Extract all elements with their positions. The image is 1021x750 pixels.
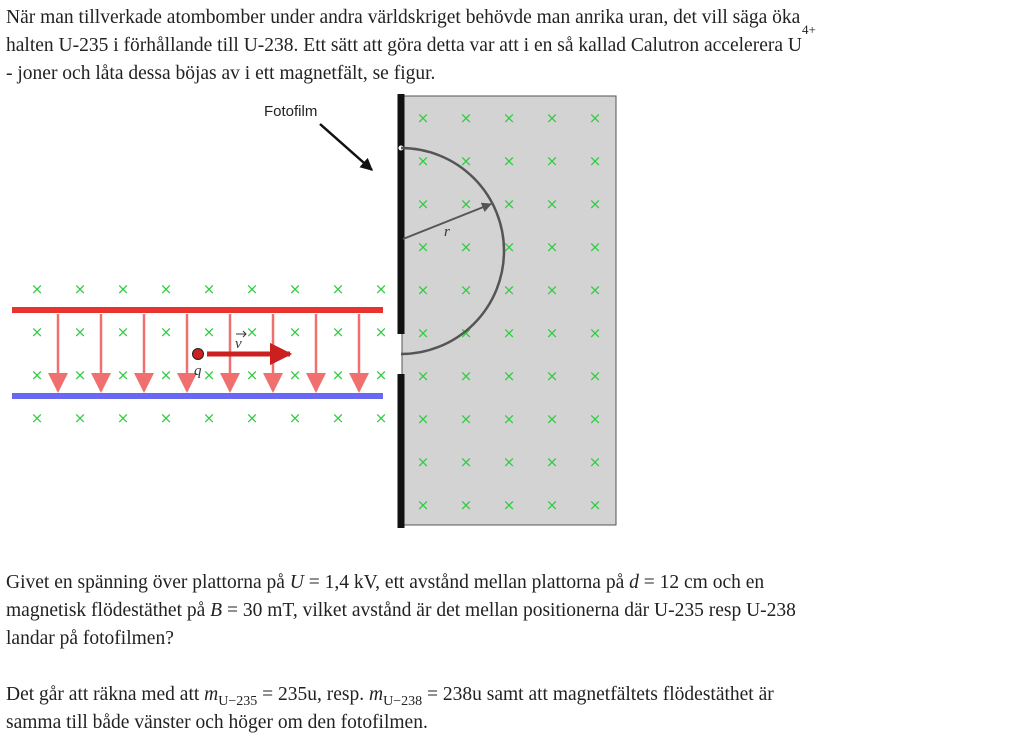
field-cross-icon: × — [374, 280, 388, 298]
field-cross-icon: × — [416, 152, 430, 170]
field-cross-icon: × — [545, 195, 559, 213]
field-cross-icon: × — [502, 195, 516, 213]
field-cross-icon: × — [545, 410, 559, 428]
distance-symbol: d — [629, 572, 639, 593]
field-cross-icon: × — [416, 496, 430, 514]
field-cross-icon: × — [502, 410, 516, 428]
field-cross-icon: × — [374, 366, 388, 384]
field-cross-icon: × — [116, 280, 130, 298]
field-cross-icon: × — [73, 280, 87, 298]
field-cross-icon: × — [545, 238, 559, 256]
intro-line-2: halten U-235 i förhållande till U-238. Ett sätt att göra detta var att i en så kallad Calutron accelerera U — [6, 35, 802, 56]
field-cross-icon: × — [545, 324, 559, 342]
field-cross-icon: × — [588, 367, 602, 385]
ion-charge-superscript: 4+ — [801, 22, 816, 37]
field-cross-icon: × — [588, 109, 602, 127]
mass-symbol-238: m — [369, 684, 384, 705]
field-cross-icon: × — [459, 410, 473, 428]
note-text-2: = 235u, resp. — [257, 684, 370, 705]
field-cross-icon: × — [30, 323, 44, 341]
field-cross-icon: × — [545, 281, 559, 299]
field-cross-icon: × — [159, 409, 173, 427]
question-text-6: landar på fotofilmen? — [6, 628, 174, 649]
intro-line-1: När man tillverkade atombomber under andra världskriget behövde man anrika uran, det vill säga öka — [6, 7, 801, 28]
field-cross-icon: × — [502, 152, 516, 170]
field-cross-icon: × — [331, 280, 345, 298]
field-cross-icon: × — [202, 409, 216, 427]
field-cross-icon: × — [116, 366, 130, 384]
radius-label: r — [444, 224, 450, 240]
charge-label: q — [194, 363, 202, 379]
field-cross-icon: × — [202, 323, 216, 341]
voltage-symbol: U — [289, 572, 304, 593]
field-cross-icon: × — [545, 453, 559, 471]
field-cross-icon: × — [116, 323, 130, 341]
field-cross-icon: × — [416, 453, 430, 471]
field-cross-icon: × — [331, 366, 345, 384]
field-cross-icon: × — [159, 323, 173, 341]
field-cross-icon: × — [245, 409, 259, 427]
field-cross-icon: × — [502, 109, 516, 127]
field-cross-icon: × — [588, 281, 602, 299]
calutron-figure — [0, 86, 640, 536]
question-text-5: = 30 mT, vilket avstånd är det mellan positionerna där U-235 resp U-238 — [222, 600, 796, 621]
field-cross-icon: × — [245, 280, 259, 298]
question-text-4: magnetisk flödestäthet på — [6, 600, 211, 621]
field-cross-icon: × — [588, 152, 602, 170]
field-cross-icon: × — [288, 366, 302, 384]
field-cross-icon: × — [588, 238, 602, 256]
field-cross-icon: × — [459, 152, 473, 170]
note-text-3: = 238u samt att magnetfältets flödestäthet är — [422, 684, 774, 705]
field-cross-icon: × — [30, 280, 44, 298]
field-cross-icon: × — [502, 238, 516, 256]
field-cross-icon: × — [245, 366, 259, 384]
field-cross-icon: × — [459, 367, 473, 385]
field-cross-icon: × — [502, 281, 516, 299]
note-text-1: Det går att räkna med att — [6, 684, 205, 705]
note-text-4: samma till både vänster och höger om den fotofilmen. — [6, 712, 428, 733]
field-cross-icon: × — [73, 409, 87, 427]
field-cross-icon: × — [416, 195, 430, 213]
field-cross-icon: × — [545, 367, 559, 385]
field-cross-icon: × — [331, 409, 345, 427]
field-cross-icon: × — [545, 496, 559, 514]
field-cross-icon: × — [374, 409, 388, 427]
field-cross-icon: × — [30, 409, 44, 427]
field-cross-icon: × — [416, 109, 430, 127]
field-cross-icon: × — [588, 410, 602, 428]
field-cross-icon: × — [459, 496, 473, 514]
field-cross-icon: × — [459, 109, 473, 127]
field-cross-icon: × — [288, 323, 302, 341]
field-cross-icon: × — [116, 409, 130, 427]
field-cross-icon: × — [459, 324, 473, 342]
field-cross-icon: × — [416, 410, 430, 428]
field-cross-icon: × — [288, 280, 302, 298]
field-cross-icon: × — [30, 366, 44, 384]
field-cross-icon: × — [416, 324, 430, 342]
field-symbol: B — [210, 600, 223, 621]
field-cross-icon: × — [588, 453, 602, 471]
field-cross-icon: × — [245, 323, 259, 341]
field-cross-icon: × — [502, 367, 516, 385]
field-cross-icon: × — [331, 323, 345, 341]
field-cross-icon: × — [459, 281, 473, 299]
field-cross-icon: × — [459, 238, 473, 256]
photo-film-pointer-arrow — [320, 124, 372, 170]
field-cross-icon: × — [202, 280, 216, 298]
field-cross-icon: × — [502, 324, 516, 342]
field-cross-icon: × — [73, 323, 87, 341]
field-cross-icon: × — [416, 367, 430, 385]
note-paragraph — [6, 681, 1014, 737]
field-cross-icon: × — [416, 238, 430, 256]
intro-line-3: - joner och låta dessa böjas av i ett magnetfält, se figur. — [6, 63, 436, 84]
intro-paragraph — [6, 4, 1014, 88]
field-cross-icon: × — [374, 323, 388, 341]
field-cross-icon: × — [459, 453, 473, 471]
field-cross-icon: × — [545, 109, 559, 127]
field-cross-icon: × — [502, 453, 516, 471]
question-text-2: = 1,4 kV, ett avstånd mellan plattorna på — [303, 572, 630, 593]
mass-subscript-238: U−238 — [383, 693, 423, 709]
question-paragraph — [6, 569, 1014, 653]
field-cross-icon: × — [288, 409, 302, 427]
photo-film-label: Fotofilm — [264, 103, 318, 120]
mass-subscript-235: U−235 — [218, 693, 258, 709]
field-cross-icon: × — [202, 366, 216, 384]
field-cross-icon: × — [73, 366, 87, 384]
field-cross-icon: × — [588, 324, 602, 342]
question-text-1: Givet en spänning över plattorna på — [6, 572, 290, 593]
field-cross-icon: × — [588, 496, 602, 514]
field-cross-icon: × — [159, 366, 173, 384]
ion-particle — [193, 349, 204, 360]
velocity-label: v — [235, 336, 242, 352]
field-cross-icon: × — [159, 280, 173, 298]
field-cross-icon: × — [502, 496, 516, 514]
field-cross-icon: × — [459, 195, 473, 213]
mass-symbol-235: m — [204, 684, 219, 705]
field-cross-icon: × — [545, 152, 559, 170]
field-cross-icon: × — [588, 195, 602, 213]
field-cross-icon: × — [416, 281, 430, 299]
question-text-3: = 12 cm och en — [638, 572, 765, 593]
